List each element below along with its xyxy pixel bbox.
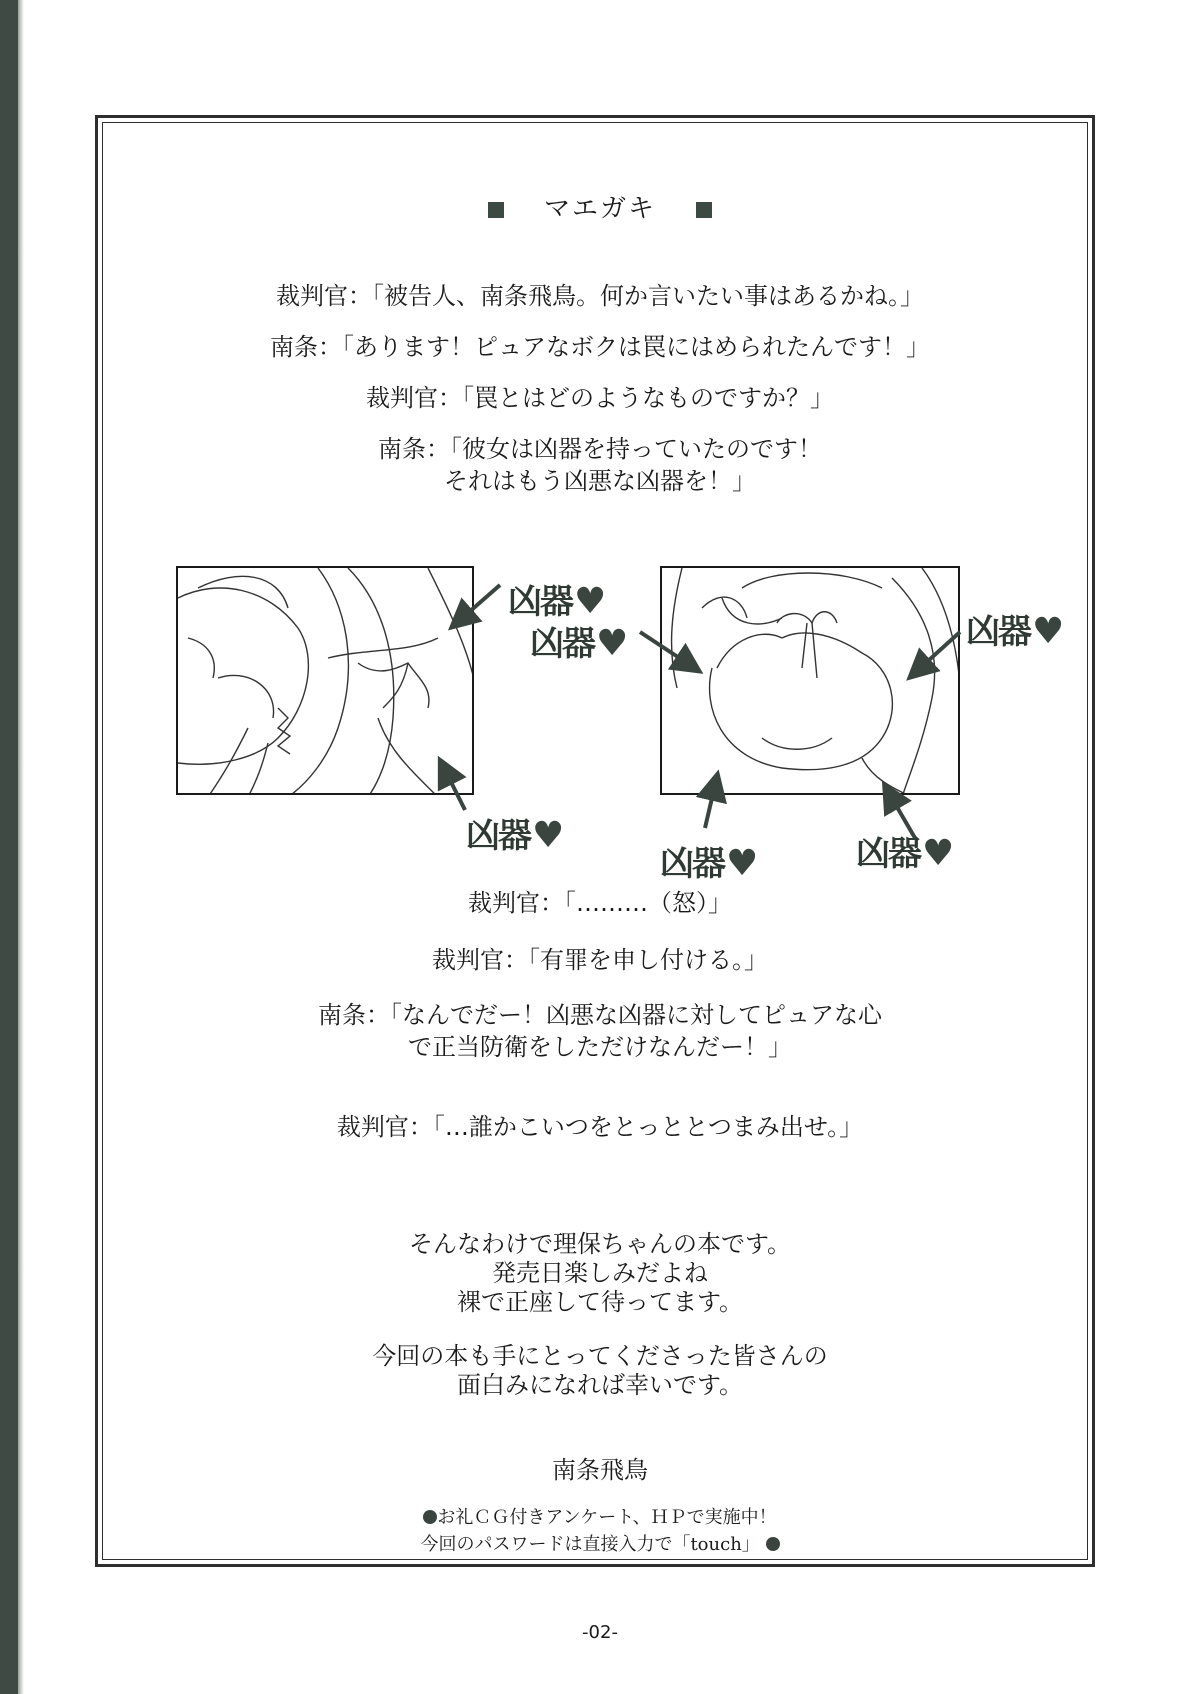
- spine-edge: [18, 0, 24, 1694]
- dialogue-line: で正当防衛をしただけなんだー！」: [408, 1033, 792, 1061]
- weapon-label: [856, 826, 952, 875]
- heart-icon: ♥: [596, 623, 627, 664]
- heading-title: マエガキ: [543, 194, 656, 224]
- notice-line2-suffix: 」: [741, 1534, 760, 1555]
- circle-bullet-icon: [766, 1537, 780, 1551]
- weapon-label-text: 凶器: [508, 582, 572, 622]
- sketch-right: [662, 568, 960, 795]
- page-number: -02-: [582, 1622, 618, 1643]
- dialogue-line: 裁判官：「…誰かこいつをとっととつまみ出せ。」: [336, 1113, 864, 1141]
- heart-icon: ♥: [1032, 611, 1063, 652]
- survey-notice: [0, 1505, 1200, 1531]
- heart-icon: ♥: [726, 843, 757, 884]
- dialogue-line: 南条：「あります！ピュアなボクは罠にはめられたんです！」: [270, 333, 930, 361]
- afterword-line: 面白みになれば幸いです。: [456, 1371, 744, 1399]
- dialogue-line: 裁判官：「有罪を申し付ける。」: [432, 946, 768, 974]
- square-bullet-icon: [488, 202, 504, 218]
- dialogue-line: 裁判官：「罠とはどのようなものですか？」: [366, 384, 834, 412]
- notice-password: touch: [690, 1534, 742, 1555]
- circle-bullet-icon: [423, 1510, 437, 1524]
- weapon-label-text: 凶器: [466, 816, 530, 856]
- illustration-panel-left: [176, 566, 474, 795]
- heart-icon: ♥: [574, 581, 605, 622]
- notice-line1: お礼ＣＧ付きアンケート、ＨＰで実施中！: [437, 1507, 777, 1528]
- password-notice: [0, 1532, 1200, 1558]
- weapon-label: [466, 808, 562, 857]
- heart-icon: ♥: [532, 815, 563, 856]
- weapon-label: [660, 836, 756, 885]
- sketch-left: [178, 568, 474, 795]
- weapon-label-text: 凶器: [856, 834, 920, 874]
- dialogue-line: 南条：「彼女は凶器を持っていたのです！: [378, 435, 822, 463]
- afterword-line: そんなわけで理保ちゃんの本です。: [408, 1230, 792, 1258]
- dialogue-line: それはもう凶悪な凶器を！」: [444, 467, 756, 495]
- afterword-line: 発売日楽しみだよね: [492, 1259, 708, 1287]
- page-heading: [0, 188, 1200, 225]
- weapon-label: [966, 604, 1062, 653]
- notice-line2-prefix: 今回のパスワードは直接入力で「: [420, 1534, 691, 1555]
- illustration-panel-right: [660, 566, 960, 795]
- afterword-line: 裸で正座して待ってます。: [456, 1288, 744, 1316]
- weapon-label-text: 凶器: [966, 612, 1030, 652]
- weapon-label-text: 凶器: [530, 624, 594, 664]
- book-spine-shadow: [0, 0, 18, 1694]
- afterword-line: 今回の本も手にとってくださった皆さんの: [372, 1342, 828, 1370]
- square-bullet-icon: [696, 202, 712, 218]
- dialogue-line: 裁判官：「被告人、南条飛鳥。何か言いたい事はあるかね。」: [276, 282, 924, 310]
- dialogue-line: 南条：「なんでだー！凶悪な凶器に対してピュアな心: [318, 1001, 882, 1029]
- author-signature: 南条飛鳥: [552, 1456, 648, 1484]
- weapon-label-text: 凶器: [660, 844, 724, 884]
- heart-icon: ♥: [922, 833, 953, 874]
- dialogue-line: 裁判官：「………（怒）」: [468, 889, 732, 917]
- weapon-label: [530, 616, 626, 665]
